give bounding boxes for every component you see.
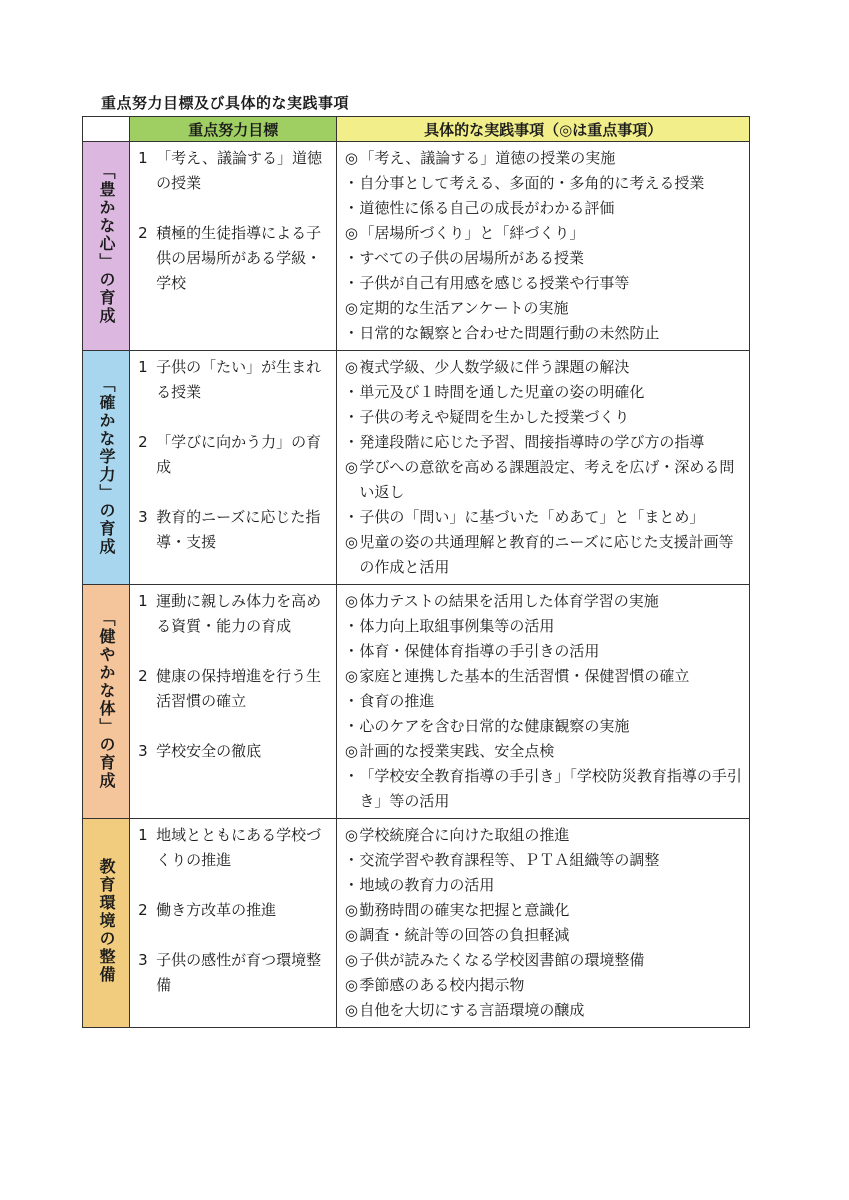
goal-number: 3 (138, 951, 148, 969)
practice-item (343, 664, 745, 689)
bullet-icon: ・ (343, 174, 359, 192)
practice-text: 学校統廃合に向けた取組の推進 (359, 826, 570, 844)
goal-item (138, 355, 330, 405)
goal-list (130, 819, 336, 1002)
header-practice: 具体的な実践事項（◎は重点事項） (337, 117, 750, 142)
practice-text: 体力テストの結果を活用した体育学習の実施 (359, 592, 659, 610)
goal-item (138, 664, 330, 714)
bullet-icon: ・ (343, 617, 359, 635)
goal-spacer (138, 714, 330, 739)
practice-item (343, 221, 745, 246)
priority-mark-icon: ◎ (344, 742, 358, 760)
practice-text: 定期的な生活アンケートの実施 (359, 299, 569, 317)
goal-list (130, 142, 336, 300)
practice-text: 交流学習や教育課程等、ＰＴＡ組織等の調整 (359, 851, 660, 869)
practice-item (343, 898, 745, 923)
goal-cell (130, 585, 337, 819)
practice-text: 複式学級、少人数学級に伴う課題の解決 (359, 358, 630, 376)
practice-text: 「考え、議論する」道徳の授業の実施 (359, 149, 616, 167)
bullet-icon: ・ (343, 642, 359, 660)
practice-text: 児童の姿の共通理解と教育的ニーズに応じた支援計画等の作成と活用 (359, 533, 734, 576)
bullet-icon: ・ (343, 199, 359, 217)
practice-item (343, 530, 745, 580)
practice-list (337, 585, 749, 818)
practice-item (343, 614, 745, 639)
priority-mark-icon: ◎ (344, 976, 358, 994)
goal-item (138, 430, 330, 480)
practice-item (343, 246, 745, 271)
practice-item (343, 589, 745, 614)
goal-number: 1 (138, 826, 148, 844)
priority-mark-icon: ◎ (344, 592, 358, 610)
priority-mark-icon: ◎ (344, 358, 358, 376)
practice-text: 「居場所づくり」と「絆づくり」 (359, 224, 585, 242)
category-label: 教育環境の整備 (97, 858, 117, 984)
goal-number: 1 (138, 592, 148, 610)
practice-text: 調査・統計等の回答の負担軽減 (359, 926, 570, 944)
category-label: 「健やかな体」の育成 (97, 609, 117, 790)
practice-text: 体育・保健体育指導の手引きの活用 (359, 642, 600, 660)
practice-list (337, 142, 749, 350)
practice-item (343, 505, 745, 530)
document-title: 重点努力目標及び具体的な実践事項 (101, 94, 350, 112)
bullet-icon: ・ (343, 249, 359, 267)
bullet-icon: ・ (343, 274, 359, 292)
practice-text: 「学校安全教育指導の手引き」「学校防災教育指導の手引き」等の活用 (359, 767, 742, 810)
category-cell (83, 585, 130, 819)
practice-item (343, 271, 745, 296)
practice-text: 自他を大切にする言語環境の醸成 (359, 1001, 585, 1019)
goal-number: 1 (138, 358, 148, 376)
bullet-icon: ・ (343, 324, 359, 342)
practice-item (343, 355, 745, 380)
goal-number: 3 (138, 508, 148, 526)
goal-text: 健康の保持増進を行う生活習慣の確立 (156, 667, 322, 710)
practice-text: 子供が自己有用感を感じる授業や行事等 (359, 274, 630, 292)
bullet-icon: ・ (343, 692, 359, 710)
goal-text: 地域とともにある学校づくりの推進 (156, 826, 322, 869)
bullet-icon: ・ (343, 767, 359, 785)
priority-mark-icon: ◎ (344, 458, 358, 476)
bullet-icon: ・ (343, 851, 359, 869)
bullet-icon: ・ (343, 408, 359, 426)
practice-table (82, 116, 750, 1028)
goal-item (138, 739, 330, 764)
goal-item (138, 505, 330, 555)
goal-spacer (138, 196, 330, 221)
priority-mark-icon: ◎ (344, 826, 358, 844)
practice-text: 体力向上取組事例集等の活用 (359, 617, 555, 635)
practice-item (343, 296, 745, 321)
goal-list (130, 585, 336, 768)
goal-item (138, 948, 330, 998)
practice-item (343, 848, 745, 873)
header-blank-cell (83, 117, 130, 142)
goal-text: 「学びに向かう力」の育成 (156, 433, 322, 476)
practice-item (343, 321, 745, 346)
practice-list (337, 351, 749, 584)
practice-item (343, 430, 745, 455)
header-goal: 重点努力目標 (130, 117, 337, 142)
practice-cell (337, 819, 750, 1028)
goal-list (130, 351, 336, 559)
practice-text: 学びへの意欲を高める課題設定、考えを広げ・深める問い返し (359, 458, 735, 501)
practice-item (343, 196, 745, 221)
priority-mark-icon: ◎ (344, 667, 358, 685)
practice-text: 単元及び１時間を通した児童の姿の明確化 (359, 383, 645, 401)
bullet-icon: ・ (343, 383, 359, 401)
section-row (83, 585, 750, 819)
practice-item (343, 146, 745, 171)
practice-text: 食育の推進 (359, 692, 435, 710)
goal-item (138, 823, 330, 873)
practice-item (343, 689, 745, 714)
practice-text: 家庭と連携した基本的生活習慣・保健習慣の確立 (359, 667, 690, 685)
practice-text: 自分事として考える、多面的・多角的に考える授業 (359, 174, 705, 192)
priority-mark-icon: ◎ (344, 926, 358, 944)
goal-spacer (138, 480, 330, 505)
goal-text: 子供の感性が育つ環境整備 (156, 951, 322, 994)
goal-item (138, 146, 330, 196)
practice-item (343, 973, 745, 998)
category-label: 「豊かな心」の育成 (97, 163, 117, 325)
category-cell (83, 351, 130, 585)
section-row (83, 142, 750, 351)
goal-text: 働き方改革の推進 (156, 901, 277, 919)
goal-item (138, 221, 330, 296)
practice-item (343, 923, 745, 948)
practice-cell (337, 351, 750, 585)
goal-spacer (138, 639, 330, 664)
goal-number: 2 (138, 224, 148, 242)
goal-cell (130, 351, 337, 585)
goal-text: 子供の「たい」が生まれる授業 (156, 358, 322, 401)
goal-spacer (138, 923, 330, 948)
practice-text: 心のケアを含む日常的な健康観察の実施 (359, 717, 630, 735)
goal-text: 学校安全の徹底 (156, 742, 262, 760)
practice-text: 道徳性に係る自己の成長がわかる評価 (359, 199, 615, 217)
goal-text: 教育的ニーズに応じた指導・支援 (156, 508, 321, 551)
goal-text: 積極的生徒指導による子供の居場所がある学級・学校 (156, 224, 322, 292)
category-label: 「確かな学力」の育成 (97, 375, 117, 556)
table-header-row (83, 117, 750, 142)
priority-mark-icon: ◎ (344, 901, 358, 919)
goal-number: 3 (138, 742, 148, 760)
section-row (83, 351, 750, 585)
practice-item (343, 380, 745, 405)
practice-item (343, 823, 745, 848)
category-cell (83, 819, 130, 1028)
practice-text: 計画的な授業実践、安全点検 (359, 742, 555, 760)
practice-text: 勤務時間の確実な把握と意識化 (359, 901, 570, 919)
practice-item (343, 714, 745, 739)
goal-cell (130, 819, 337, 1028)
goal-text: 運動に親しみ体力を高める資質・能力の育成 (156, 592, 322, 635)
goal-cell (130, 142, 337, 351)
practice-cell (337, 585, 750, 819)
goal-number: 2 (138, 901, 148, 919)
bullet-icon: ・ (343, 433, 359, 451)
goal-item (138, 589, 330, 639)
priority-mark-icon: ◎ (344, 533, 358, 551)
practice-text: 発達段階に応じた予習、間接指導時の学び方の指導 (359, 433, 705, 451)
practice-text: 子供の「問い」に基づいた「めあて」と「まとめ」 (359, 508, 705, 526)
goal-spacer (138, 405, 330, 430)
goal-item (138, 898, 330, 923)
practice-text: 日常的な観察と合わせた問題行動の未然防止 (359, 324, 660, 342)
practice-text: すべての子供の居場所がある授業 (359, 249, 585, 267)
priority-mark-icon: ◎ (344, 149, 358, 167)
bullet-icon: ・ (343, 876, 359, 894)
practice-item (343, 948, 745, 973)
practice-item (343, 171, 745, 196)
priority-mark-icon: ◎ (344, 299, 358, 317)
practice-item (343, 739, 745, 764)
goal-text: 「考え、議論する」道徳の授業 (156, 149, 322, 192)
priority-mark-icon: ◎ (344, 224, 358, 242)
practice-cell (337, 142, 750, 351)
practice-item (343, 405, 745, 430)
priority-mark-icon: ◎ (344, 1001, 358, 1019)
practice-item (343, 764, 745, 814)
practice-item (343, 998, 745, 1023)
goal-number: 2 (138, 667, 148, 685)
practice-text: 子供が読みたくなる学校図書館の環境整備 (359, 951, 645, 969)
category-cell (83, 142, 130, 351)
priority-mark-icon: ◎ (344, 951, 358, 969)
practice-item (343, 873, 745, 898)
practice-list (337, 819, 749, 1027)
practice-item (343, 455, 745, 505)
practice-text: 季節感のある校内掲示物 (359, 976, 525, 994)
bullet-icon: ・ (343, 717, 359, 735)
section-row (83, 819, 750, 1028)
goal-number: 1 (138, 149, 148, 167)
practice-text: 地域の教育力の活用 (359, 876, 495, 894)
bullet-icon: ・ (343, 508, 359, 526)
practice-item (343, 639, 745, 664)
practice-text: 子供の考えや疑問を生かした授業づくり (359, 408, 630, 426)
goal-number: 2 (138, 433, 148, 451)
goal-spacer (138, 873, 330, 898)
